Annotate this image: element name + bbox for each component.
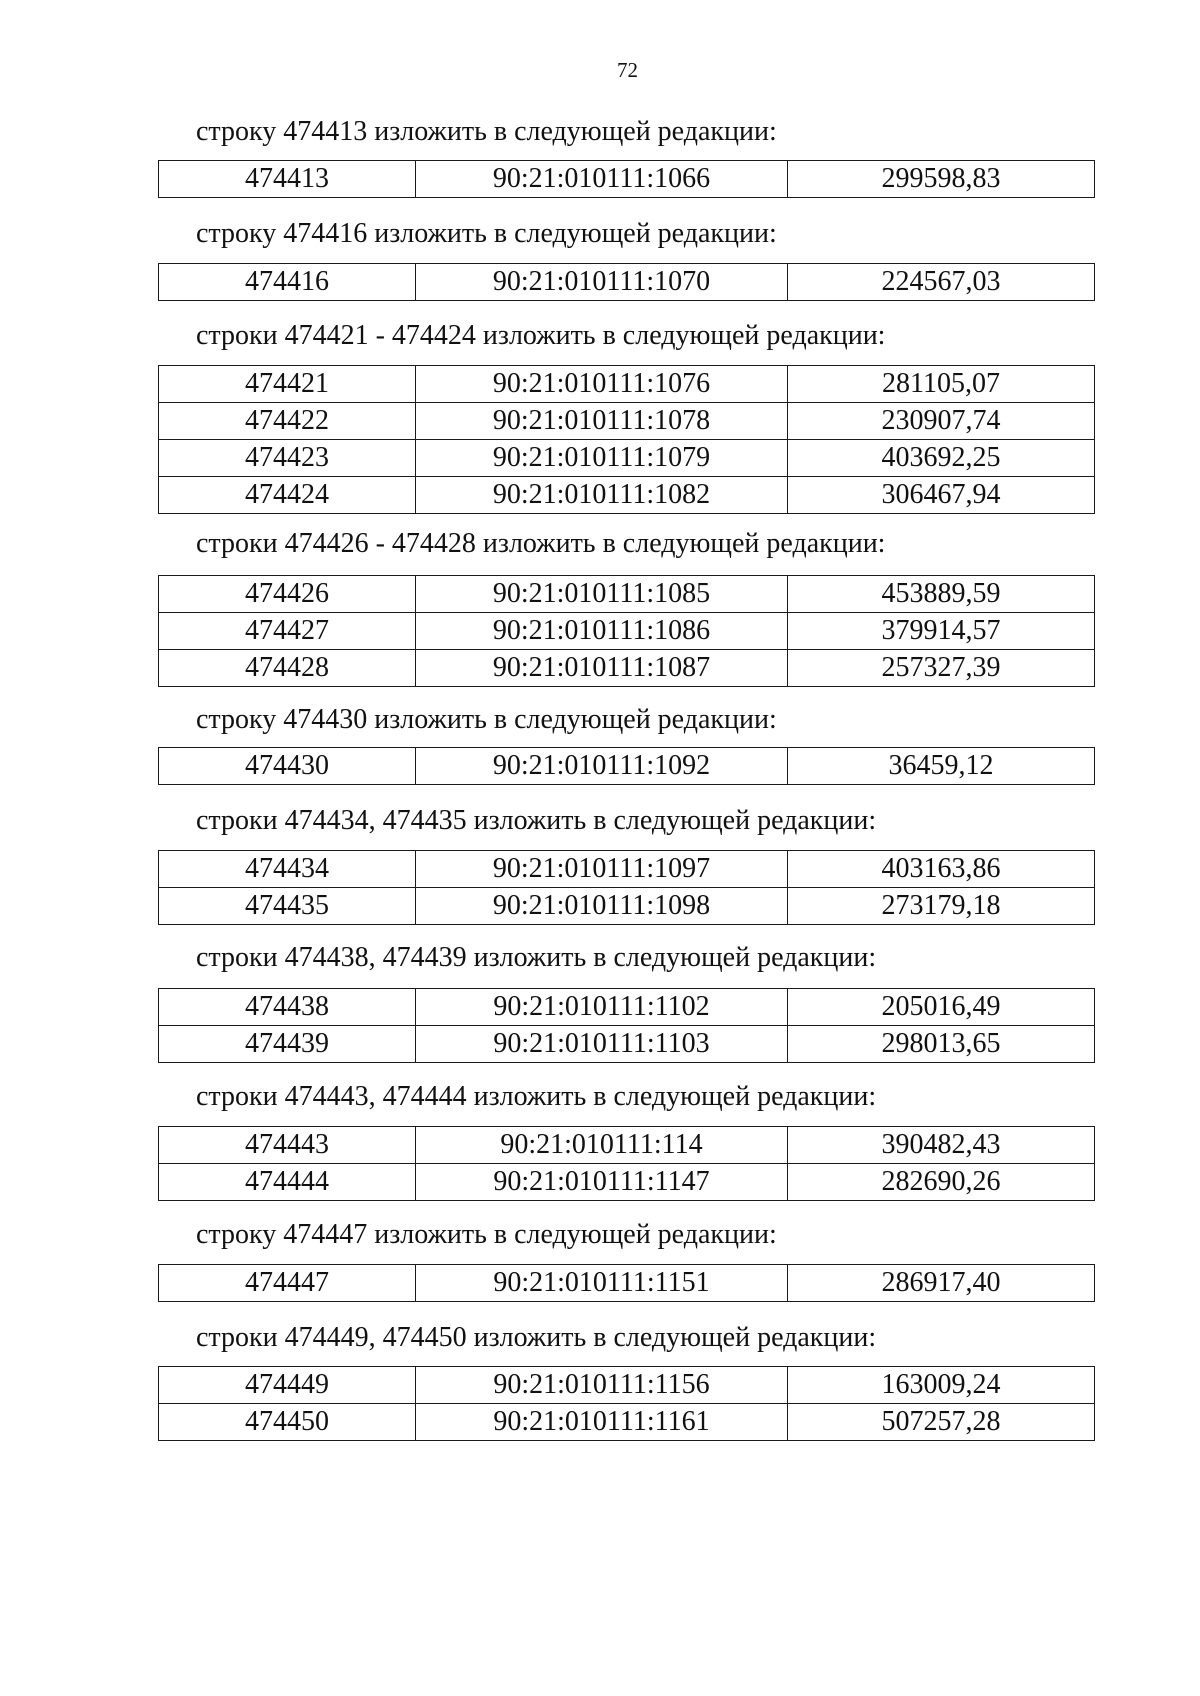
cadastral-number-cell: 90:21:010111:1082: [416, 477, 788, 514]
amendment-caption: строки 474421 - 474424 изложить в следующей редакции:: [196, 320, 886, 351]
row-number-cell: 474449: [159, 1367, 416, 1404]
value-cell: 257327,39: [788, 650, 1095, 687]
cadastral-number-cell: 90:21:010111:1078: [416, 403, 788, 440]
cadastral-number-cell: 90:21:010111:1066: [416, 161, 788, 198]
value-cell: 286917,40: [788, 1265, 1095, 1302]
amendment-table: [158, 365, 1095, 514]
row-number-cell: 474435: [159, 888, 416, 925]
amendment-caption: строку 474447 изложить в следующей редакции:: [196, 1219, 777, 1250]
row-number-cell: 474428: [159, 650, 416, 687]
value-cell: 36459,12: [788, 748, 1095, 785]
amendment-table: [158, 1126, 1095, 1201]
table-row: [159, 613, 1095, 650]
table-row: [159, 440, 1095, 477]
row-number-cell: 474430: [159, 748, 416, 785]
cadastral-number-cell: 90:21:010111:1097: [416, 851, 788, 888]
amendment-caption: строку 474430 изложить в следующей редакции:: [196, 704, 777, 735]
table-row: [159, 989, 1095, 1026]
row-number-cell: 474443: [159, 1127, 416, 1164]
row-number-cell: 474416: [159, 264, 416, 301]
table-row: [159, 851, 1095, 888]
amendment-table: [158, 1366, 1095, 1441]
amendment-table: [158, 988, 1095, 1063]
table-row: [159, 1127, 1095, 1164]
row-number-cell: 474450: [159, 1404, 416, 1441]
amendment-table: [158, 1264, 1095, 1302]
amendment-table: [158, 747, 1095, 785]
cadastral-number-cell: 90:21:010111:1085: [416, 576, 788, 613]
amendment-caption: строки 474426 - 474428 изложить в следующей редакции:: [196, 528, 886, 559]
cadastral-number-cell: 90:21:010111:1076: [416, 366, 788, 403]
amendment-table: [158, 160, 1095, 198]
cadastral-number-cell: 90:21:010111:1103: [416, 1026, 788, 1063]
row-number-cell: 474438: [159, 989, 416, 1026]
cadastral-number-cell: 90:21:010111:1098: [416, 888, 788, 925]
page-number: 72: [617, 58, 638, 82]
cadastral-number-cell: 90:21:010111:1087: [416, 650, 788, 687]
table-row: [159, 888, 1095, 925]
table-row: [159, 1404, 1095, 1441]
cadastral-number-cell: 90:21:010111:1151: [416, 1265, 788, 1302]
amendment-caption: строки 474438, 474439 изложить в следующей редакции:: [196, 942, 877, 973]
value-cell: 298013,65: [788, 1026, 1095, 1063]
row-number-cell: 474413: [159, 161, 416, 198]
amendment-caption: строки 474449, 474450 изложить в следующей редакции:: [196, 1322, 877, 1353]
amendment-table: [158, 575, 1095, 687]
amendment-caption: строку 474416 изложить в следующей редакции:: [196, 218, 777, 249]
row-number-cell: 474424: [159, 477, 416, 514]
row-number-cell: 474434: [159, 851, 416, 888]
table-row: [159, 161, 1095, 198]
value-cell: 403692,25: [788, 440, 1095, 477]
value-cell: 281105,07: [788, 366, 1095, 403]
value-cell: 224567,03: [788, 264, 1095, 301]
amendment-caption: строки 474443, 474444 изложить в следующей редакции:: [196, 1081, 877, 1112]
table-row: [159, 477, 1095, 514]
row-number-cell: 474447: [159, 1265, 416, 1302]
cadastral-number-cell: 90:21:010111:1156: [416, 1367, 788, 1404]
row-number-cell: 474439: [159, 1026, 416, 1063]
cadastral-number-cell: 90:21:010111:1102: [416, 989, 788, 1026]
table-row: [159, 264, 1095, 301]
value-cell: 282690,26: [788, 1164, 1095, 1201]
cadastral-number-cell: 90:21:010111:1070: [416, 264, 788, 301]
row-number-cell: 474444: [159, 1164, 416, 1201]
table-row: [159, 650, 1095, 687]
row-number-cell: 474426: [159, 576, 416, 613]
table-row: [159, 366, 1095, 403]
value-cell: 306467,94: [788, 477, 1095, 514]
cadastral-number-cell: 90:21:010111:1092: [416, 748, 788, 785]
value-cell: 379914,57: [788, 613, 1095, 650]
row-number-cell: 474422: [159, 403, 416, 440]
value-cell: 403163,86: [788, 851, 1095, 888]
value-cell: 390482,43: [788, 1127, 1095, 1164]
table-row: [159, 748, 1095, 785]
table-row: [159, 1164, 1095, 1201]
table-row: [159, 403, 1095, 440]
cadastral-number-cell: 90:21:010111:1079: [416, 440, 788, 477]
value-cell: 230907,74: [788, 403, 1095, 440]
value-cell: 163009,24: [788, 1367, 1095, 1404]
row-number-cell: 474421: [159, 366, 416, 403]
value-cell: 453889,59: [788, 576, 1095, 613]
amendment-table: [158, 263, 1095, 301]
cadastral-number-cell: 90:21:010111:114: [416, 1127, 788, 1164]
value-cell: 299598,83: [788, 161, 1095, 198]
row-number-cell: 474423: [159, 440, 416, 477]
cadastral-number-cell: 90:21:010111:1161: [416, 1404, 788, 1441]
value-cell: 507257,28: [788, 1404, 1095, 1441]
value-cell: 205016,49: [788, 989, 1095, 1026]
table-row: [159, 1265, 1095, 1302]
table-row: [159, 576, 1095, 613]
cadastral-number-cell: 90:21:010111:1147: [416, 1164, 788, 1201]
amendment-caption: строку 474413 изложить в следующей редакции:: [196, 116, 777, 147]
table-row: [159, 1026, 1095, 1063]
cadastral-number-cell: 90:21:010111:1086: [416, 613, 788, 650]
amendment-table: [158, 850, 1095, 925]
table-row: [159, 1367, 1095, 1404]
amendment-caption: строки 474434, 474435 изложить в следующей редакции:: [196, 805, 877, 836]
row-number-cell: 474427: [159, 613, 416, 650]
value-cell: 273179,18: [788, 888, 1095, 925]
